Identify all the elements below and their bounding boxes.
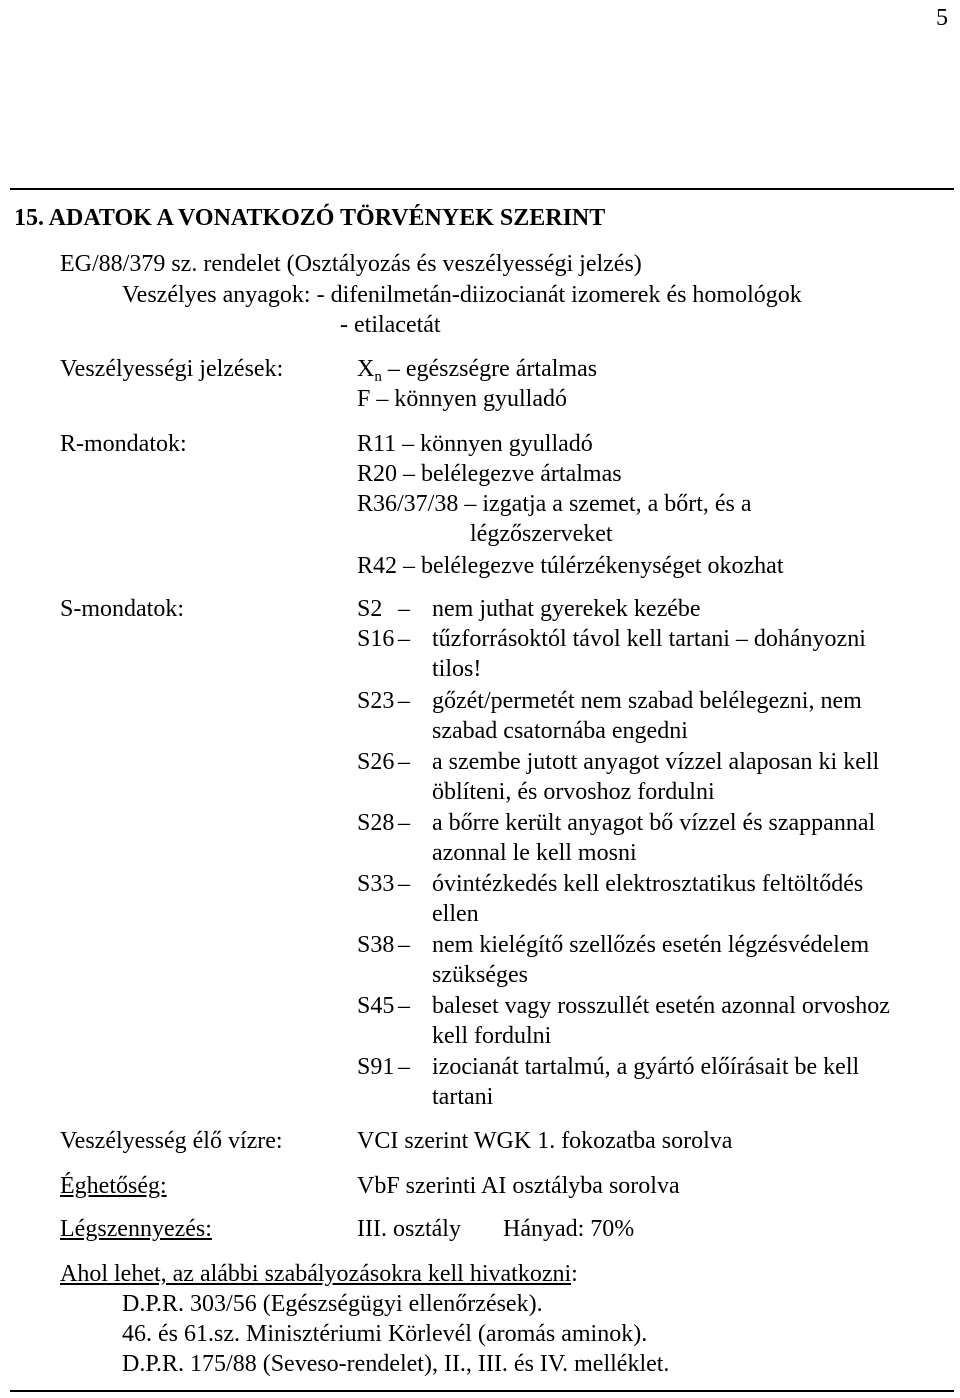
r-code: R11	[357, 431, 397, 457]
s-phrase-s28	[357, 808, 875, 838]
s-phrase-s26	[357, 747, 879, 777]
hazard-text: – könnyen gyulladó	[376, 386, 567, 412]
top-rule	[10, 188, 954, 190]
s-dash: –	[398, 810, 410, 836]
s-phrase-s28-cont: azonnal le kell mosni	[432, 840, 637, 866]
substances-line-1: Veszélyes anyagok: - difenilmetán-diizocianát izomerek és homológok	[122, 282, 802, 308]
s-code: S26	[357, 749, 395, 775]
hazard-code-sub: n	[374, 369, 382, 385]
s-text: tűzforrásoktól távol kell tartani – dohányozni	[432, 626, 866, 652]
s-text: baleset vagy rosszullét esetén azonnal orvoshoz	[432, 993, 890, 1019]
r-phrase-r20	[357, 459, 622, 489]
s-dash: –	[398, 749, 410, 775]
s-dash: –	[398, 993, 410, 1019]
r-text: – izgatja a szemet, a bőrt, és a	[464, 491, 752, 517]
water-hazard-value: VCI szerint WGK 1. fokozatba sorolva	[357, 1128, 733, 1154]
s-code: S45	[357, 993, 395, 1019]
s-text: gőzét/permetét nem szabad belélegezni, nem	[432, 688, 862, 714]
reference-item: D.P.R. 303/56 (Egészségügyi ellenőrzések).	[122, 1291, 543, 1317]
r-phrase-r11	[357, 429, 593, 459]
r-code: R36/37/38	[357, 491, 459, 517]
s-code: S38	[357, 932, 395, 958]
s-phrase-s38	[357, 930, 869, 960]
flammability-value: VbF szerinti AI osztályba sorolva	[357, 1173, 680, 1199]
hazard-code: F	[357, 386, 371, 412]
references-heading-colon: :	[571, 1261, 578, 1287]
s-text: a szembe jutott anyagot vízzel alaposan ki kell	[432, 749, 880, 775]
water-hazard-label: Veszélyesség élő vízre:	[60, 1128, 283, 1154]
r-phrase-r36-37-38	[357, 489, 752, 519]
r-text: – belélegezve ártalmas	[403, 461, 622, 487]
references-list	[122, 1289, 669, 1379]
s-dash: –	[398, 626, 410, 652]
page-number: 5	[936, 5, 948, 31]
references-heading	[60, 1259, 578, 1289]
hazard-symbol-f	[357, 384, 567, 414]
r-phrase-r36-37-38-cont: légzőszerveket	[470, 521, 613, 547]
flammability-label: Éghetőség:	[60, 1173, 167, 1199]
reference-item: 46. és 61.sz. Minisztériumi Körlevél (aromás aminok).	[122, 1321, 648, 1347]
bottom-rule	[10, 1390, 954, 1392]
s-code: S91	[357, 1054, 395, 1080]
references-heading-text: Ahol lehet, az alábbi szabályozásokra kell hivatkozni	[60, 1261, 572, 1287]
r-phrase-r42	[357, 551, 784, 581]
r-text: – könnyen gyulladó	[402, 431, 593, 457]
air-pollution-label: Légszennyezés:	[60, 1216, 212, 1242]
s-code: S28	[357, 810, 395, 836]
s-phrase-s26-cont: öblíteni, és orvoshoz fordulni	[432, 779, 715, 805]
s-phrase-s38-cont: szükséges	[432, 962, 528, 988]
hazard-text: – egészségre ártalmas	[387, 356, 598, 382]
s-phrase-s45-cont: kell fordulni	[432, 1023, 552, 1049]
s-phrase-s23	[357, 686, 862, 716]
s-dash: –	[398, 871, 410, 897]
air-pollution-share: Hányad: 70%	[503, 1216, 635, 1242]
s-text: nem juthat gyerekek kezébe	[432, 596, 701, 622]
s-phrases-label: S-mondatok:	[60, 596, 184, 622]
s-code: S23	[357, 688, 395, 714]
r-code: R42	[357, 553, 398, 579]
s-code: S33	[357, 871, 395, 897]
s-phrase-s33-cont: ellen	[432, 901, 479, 927]
r-code: R20	[357, 461, 398, 487]
hazard-code: X	[357, 356, 375, 382]
r-text: – belélegezve túlérzékenységet okozhat	[403, 553, 784, 579]
air-pollution-class: III. osztály	[357, 1216, 461, 1242]
s-text: nem kielégítő szellőzés esetén légzésvédelem	[432, 932, 870, 958]
s-phrase-s23-cont: szabad csatornába engedni	[432, 718, 688, 744]
s-dash: –	[398, 932, 410, 958]
s-dash: –	[398, 596, 410, 622]
s-phrase-s45	[357, 991, 890, 1021]
s-text: a bőrre került anyagot bő vízzel és szappannal	[432, 810, 876, 836]
s-phrase-s16	[357, 624, 866, 654]
regulation-line: EG/88/379 sz. rendelet (Osztályozás és veszélyességi jelzés)	[60, 251, 642, 277]
s-phrase-s91	[357, 1052, 859, 1082]
reference-item: D.P.R. 175/88 (Seveso-rendelet), II., III. és IV. melléklet.	[122, 1351, 670, 1377]
s-text: óvintézkedés kell elektrosztatikus feltöltődés	[432, 871, 864, 897]
hazard-symbols-label: Veszélyességi jelzések:	[60, 356, 284, 382]
s-text: izocianát tartalmú, a gyártó előírásait be kell	[432, 1054, 860, 1080]
r-phrases-label: R-mondatok:	[60, 431, 187, 457]
section-title: 15. ADATOK A VONATKOZÓ TÖRVÉNYEK SZERINT	[14, 205, 606, 231]
s-code: S2	[357, 596, 383, 622]
substances-line-2: - etilacetát	[340, 312, 441, 338]
s-phrase-s91-cont: tartani	[432, 1084, 494, 1110]
s-code: S16	[357, 626, 395, 652]
s-dash: –	[398, 688, 410, 714]
s-phrase-s16-cont: tilos!	[432, 656, 482, 682]
s-dash: –	[398, 1054, 410, 1080]
s-phrase-s33	[357, 869, 863, 899]
